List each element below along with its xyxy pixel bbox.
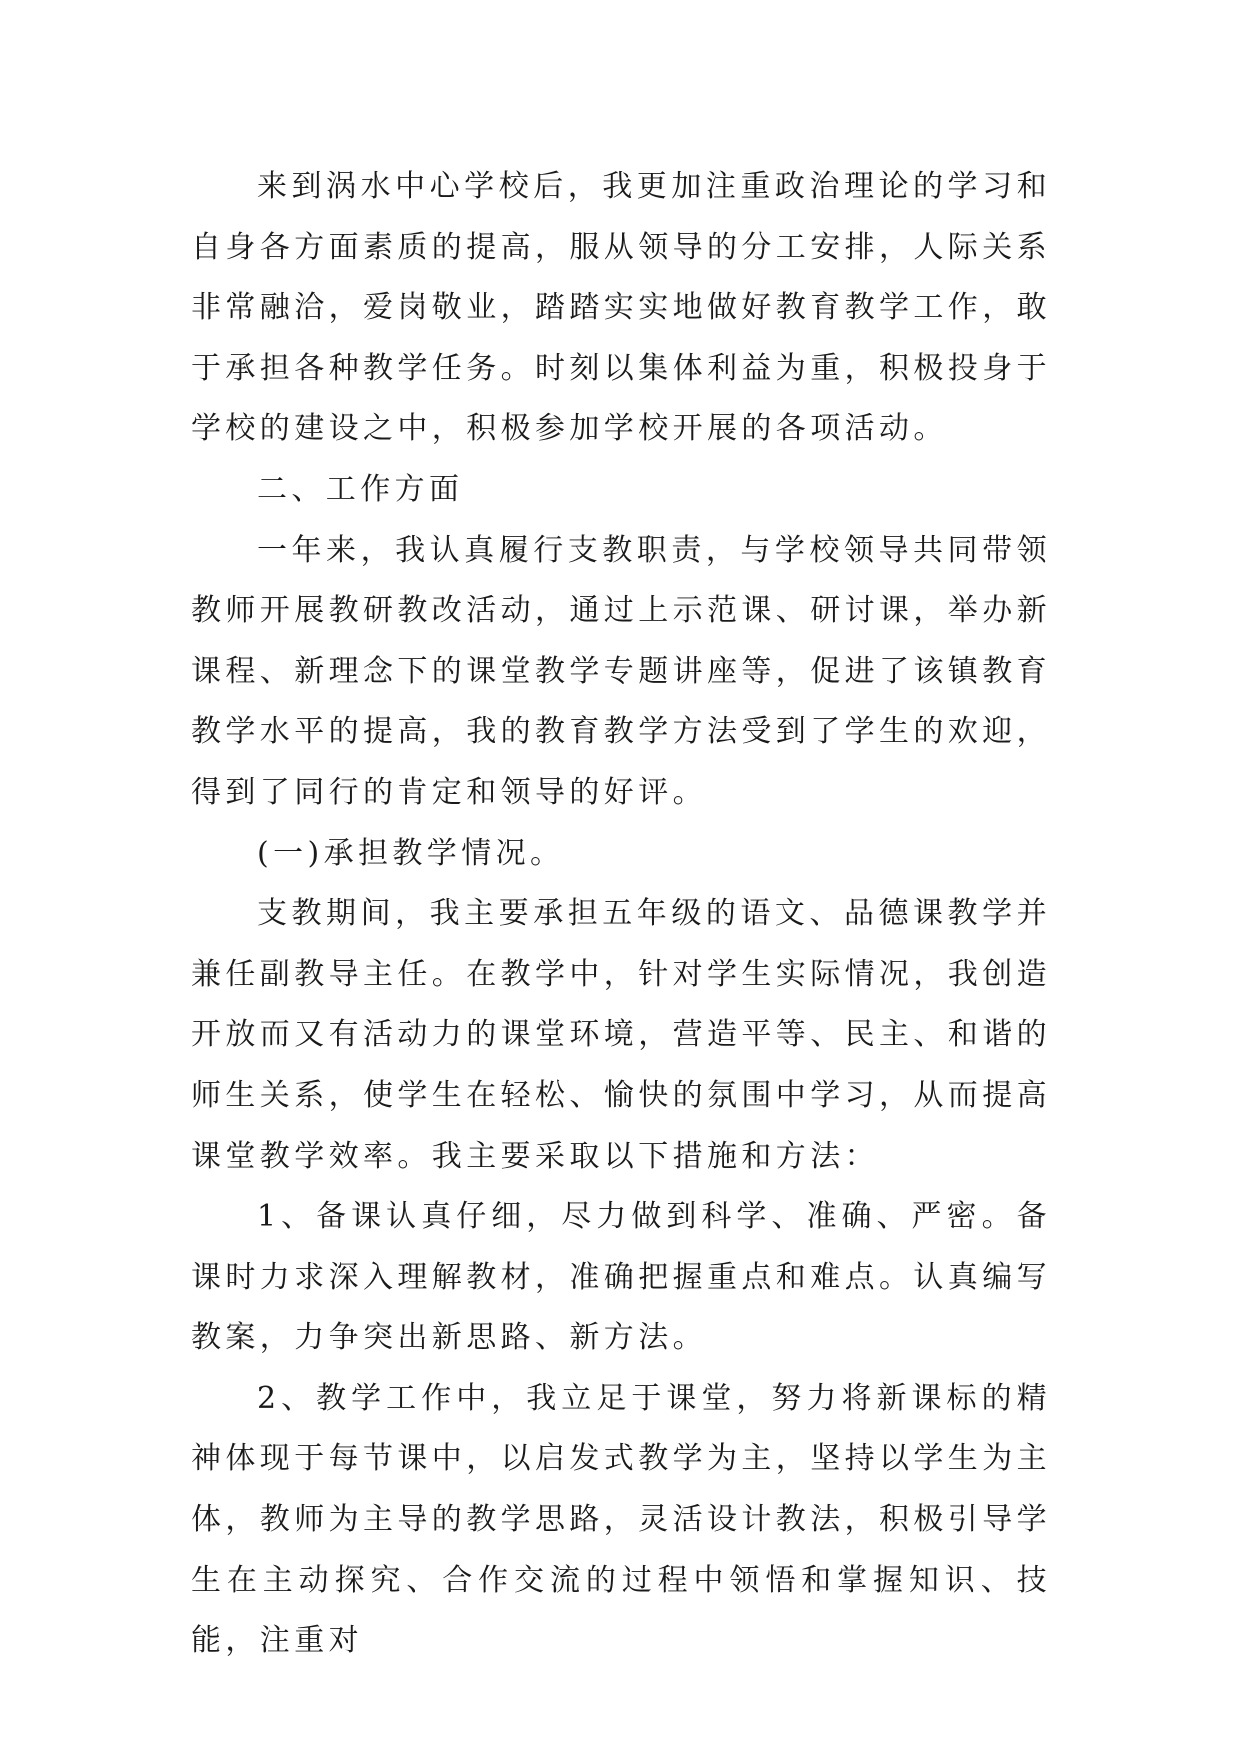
paragraph-2: 一年来，我认真履行支教职责，与学校领导共同带领教师开展教研教改活动，通过上示范课、研讨课，举办新课程、新理念下的课堂教学专题讲座等，促进了该镇教育教学水平的提高，我的教育教学方法受到了学生的欢迎，得到了同行的肯定和领导的好评。	[191, 532, 1051, 810]
subsection-heading-teaching: (一)承担教学情况。	[257, 835, 565, 871]
document-page	[191, 157, 1051, 1672]
section-heading-work: 二、工作方面	[257, 471, 464, 507]
list-item-1: 1、备课认真仔细，尽力做到科学、准确、严密。备课时力求深入理解教材，准确把握重点和难点。认真编写教案，力争突出新思路、新方法。	[191, 1199, 1051, 1356]
list-item-2: 2、教学工作中，我立足于课堂，努力将新课标的精神体现于每节课中，以启发式教学为主，坚持以学生为主体，教师为主导的教学思路，灵活设计教法，积极引导学生在主动探究、合作交流的过程中领悟和掌握知识、技能，注重对	[191, 1380, 1051, 1659]
paragraph-1: 来到涡水中心学校后，我更加注重政治理论的学习和自身各方面素质的提高，服从领导的分工安排，人际关系非常融洽，爱岗敬业，踏踏实实地做好教育教学工作，敢于承担各种教学任务。时刻以集体利益为重，积极投身于学校的建设之中，积极参加学校开展的各项活动。	[191, 169, 1051, 447]
paragraph-3: 支教期间，我主要承担五年级的语文、品德课教学并兼任副教导主任。在教学中，针对学生实际情况，我创造开放而又有活动力的课堂环境，营造平等、民主、和谐的师生关系，使学生在轻松、愉快的氛围中学习，从而提高课堂教学效率。我主要采取以下措施和方法：	[191, 896, 1051, 1174]
